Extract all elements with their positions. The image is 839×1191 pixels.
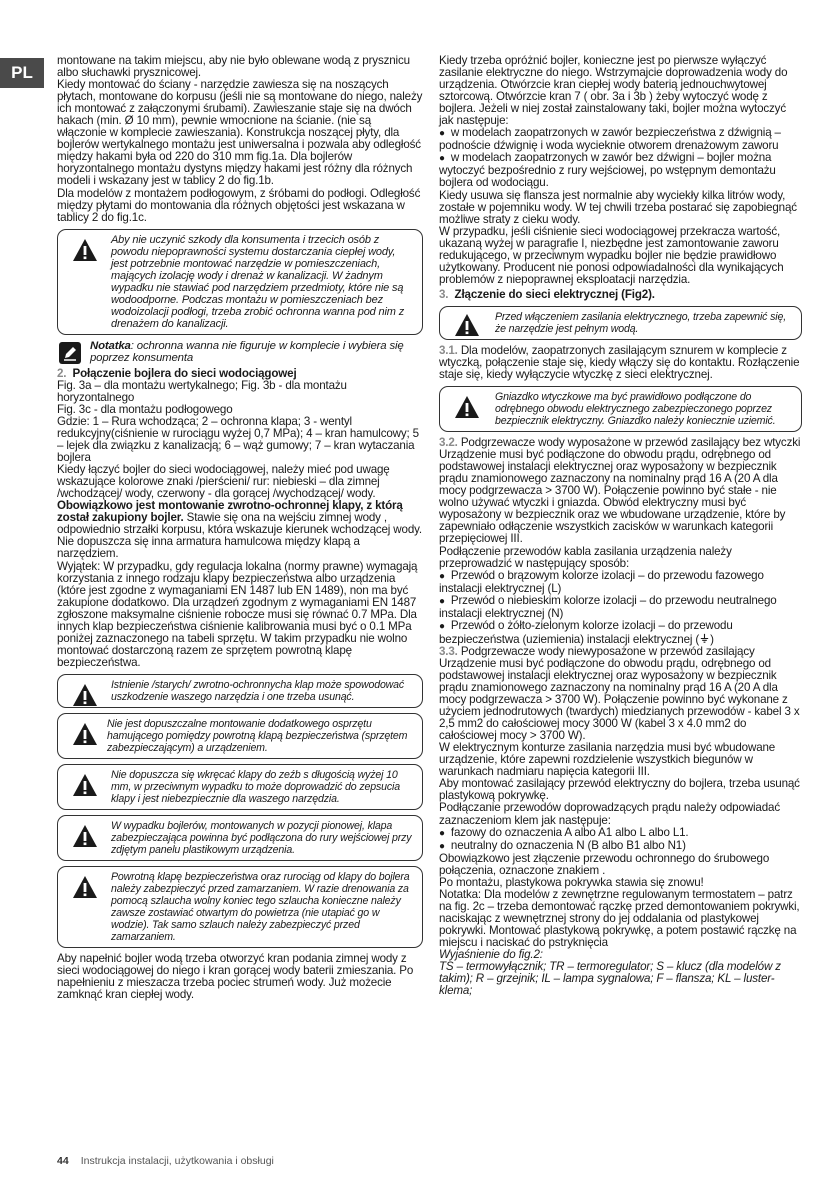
warning-box [57,674,423,708]
note-body: : ochronna wanna nie figuruje w komplecie i wybiera się poprzez konsumenta [90,339,404,364]
paragraph: Aby napełnić bojler wodą trzeba otworzyć kran podania zimnej wody z sieci wodociągowej do niego i kran gorącej wody baterii zmieszania. Po napełnieniu z mieszacza trzeba pociec strumeń wody. Już możecie zamknąć kran ciepłej wody. [57,951,414,1002]
paragraph: Podłączenie przewodów kabla zasilania urządzenia należy przeprowadzić w następujący sposób: [439,544,732,570]
subsection-number: 3.3. [439,644,458,658]
paragraph: Obowiązkowo jest złączenie przewodu ochronnego do śrubowego połączenia, oznaczone znakiem . [439,851,770,877]
warning-text: Powrotną klapę bezpieczeństwa oraz rurociąg od klapy do bojlera należy zabezpieczyć przed zamarzaniem. W razie drenowania za pomocą szlaucha wolny koniec tego szlaucha konieczne należy zawsze zostawiać otwartym do powietrza (nie utapiać go w wodzie). Tak samo szlauch należy zabezpieczyć przed zamarzaniem. [111,870,410,943]
warning-box [57,229,423,335]
warning-text: Przed włączeniem zasilania elektrycznego, trzeba zapewnić się, że narzędzie jest pełnym wodą. [495,310,786,335]
subsection-number: 3.2. [439,436,458,450]
bullet-item: ● w modelach zaopatrzonych w zawór bezpieczeństwa z dźwignią – podnoście dźwignię i woda wycieknie otworem drenażowym zaworu [439,127,802,152]
bullet-text: Przewód o żółto-zielonym kolorze izolacji – do przewodu bezpieczeństwa (uziemienia) instalacji elektrycznej ( [439,618,733,646]
language-tab: PL [0,58,44,88]
section-heading [57,368,423,380]
bullet-item: ● Przewód o niebieskim kolorze izolacji – do przewodu neutralnego instalacji elektrycznej (N) [439,595,802,620]
paragraph: Dla modelów z montażem podłogowym, z śróbami do podłogi. Odległość między płytami do montowania dla różnych objętości jest wskazana w tablicy 2 do fig.1c. [57,186,421,224]
warning-text: Istnienie /starych/ zwrotno-ochronnycha klap może spowodować uszkodzenie waszego narzędzia i one trzeba usunąć. [111,678,405,703]
ground-icon [699,633,710,644]
warning-icon [72,875,98,899]
paragraph: Kiedy usuwa się flansza jest normalnie aby wyciekły kilka litrów wody, zostałe w pojemniku wody. W tej chwili trzeba postarać się zapobiegnąć możliwe straty z cieku wody. [439,188,797,226]
bullet-item: ● Przewód o brązowym kolorze izolacji – do przewodu fazowego instalacji elektrycznej (L) [439,570,802,595]
warning-icon [72,722,98,746]
paragraph: Wyjątek: W przypadku, gdy regulacja lokalna (normy prawne) wymagają korzystania z innego rodzaju klapy bezpieczeństwa albo urządzenia (które jest zgodne z wymaganiami EN 1487 lub EN 1489), non ma być zakupione dodatkowo. Dla urządzeń zgodnym z wymaganiami EN 1487 zgłoszone maksymalne ciśnienie robocze musi się równać 0.7 MPa. Dla innych klap bezpieczeństwa ciśnienie kalibrowania musi być o 0.1 MPa poniżej zaznaczonego na tabeli sprzętu. W takim przypadku nie wolno montować dostarczoną razem ze sprzętem powrotną klapę bezpieczeństwa. [57,559,418,669]
warning-box [439,306,802,340]
warning-box [439,386,802,432]
paragraph: W elektrycznym konturze zasilania narzędzia musi być wbudowane urządzenie, które zapewni rozdzielenie wszystkich biegunów w warunkach nadmiaru napięcia kategorii III. [439,741,776,779]
paragraph: Wyjaśnienie do fig.2: [439,948,543,962]
paragraph [439,345,802,381]
page-footer [57,1155,274,1167]
warning-text: Aby nie uczynić szkody dla konsumenta i trzecich osób z powodu niepoprawności systemu dostarczania ciepłej wody, jest potrzebnie montować narzędzie w pomieszczeniach, mających izolację wody i drenaż w kanalizacji. W żadnym wypadku nie stawiać pod narzędziem przedmioty, które nie są wodoodporne. Podczas montażu w pomieszczeniach bez wodoizolacji podłogi, trzeba zrobić ochronna wanna pod nim z drenażem do kanalizacji. [111,233,405,330]
paragraph: Po montażu, plastykowa pokrywka stawia się znowu! [439,875,704,889]
bullet-item [439,620,802,646]
pencil-note-icon [59,342,81,364]
paragraph: Kiedy łączyć bojler do sieci wodociągowej, należy mieć pod uwagę wskazujące kolorowe znaki /pierścieni/ rur: niebieski – dla zimnej /wchodzącej/ wody, czerwony - dla gorącej /wychodzącej/ wody. [57,463,390,501]
paragraph: Gdzie: 1 – Rura wchodząca; 2 – ochronna klapa; 3 - wentyl redukcyjny(ciśnienie w rurociągu wyżej 0,7 MPa); 4 – kran hamulcowy; 5 – lejek dla związku z kanalizacją; 6 – wąż gumowy; 7 – kran wytaczania bojlera [57,414,419,465]
note-box [57,340,423,364]
right-column [439,55,802,997]
section-number: 3. [439,287,449,301]
paragraph [57,500,423,560]
paragraph: Podłączanie przewodów doprowadzących prądu należy odpowiadać zaznaczeniom klem jak następuje: [439,801,780,827]
section-heading [439,289,802,301]
paragraph: Kiedy trzeba opróżnić bojler, konieczne jest po pierwsze wyłączyć zasilanie elektryczne do niego. Wstrzymajcie doprowadzenia wody do urządzenia. Otwórzcie kran ciepłej wody baterią jednouchwytowej sztorcową. Otwórzcie kran 7 ( obr. 3a i 3b ) żeby wytoczyć wodę z bojlera. Jeżeli w niej został zainstalowany taki, bojler można wytoczyć jak następuje: [439,54,788,128]
paragraph: TS – termowyłącznik; TR – termoregulator; S – klucz (dla modelów z takim); R – grzejnik; IL – lampa sygnalowa; F – flansza; KL – luster-klema; [439,960,781,998]
page-number: 44 [57,1155,69,1167]
bold-text: Obowiązkowo jest montowanie zwrotno-ochronnej klapy, z którą został zakupiony bojler. [57,499,403,525]
warning-text: Nie jest dopuszczalne montowanie dodatkowego osprzętu hamującego pomiędzy powrotną klapą bezpieczeństwa (sprzętem zabezpieczającym) a urządzeniem. [107,717,408,754]
paragraph: Notatka: Dla modelów z zewnętrzne regulowanym termostatem – patrz na fig. 2c – trzeba demontować rączkę przed demontowaniem pokrywki, naciskając z wewnętrznej strony do jej oddalania od plastykowej pokrywki. Montować plastykową pokrywkę, a potem postawić rączkę na miejscu i naciskać do pstryknięcia [439,887,800,949]
footer-title: Instrukcja instalacji, użytkowania i obsługi [80,1155,274,1167]
warning-icon [454,313,480,337]
paragraph-text: Dla modelów, zaopatrzonych zasilającym sznurem w komplecie z wtyczką, połączenie staje się, kiedy włączy się do kontaktu. Rozłączenie staje się, kiedy wyłączycie wtyczkę z sieci elektrycznej. [439,343,800,382]
paragraph: Aby montować zasilający przewód elektryczny do bojlera, trzeba usunąć plastykową pokrywkę. [439,777,800,803]
warning-box [57,866,423,948]
paragraph: Urządzenie musi być podłączone do obwodu prądu, odrębnego od podstawowej instalacji elektrycznej oraz wyposażony w bezpiecznik prądu znamionowego zaznaczony na nominalny prąd 16 A (20 A dla mocy podgrzewacza > 3700 W). Połączenie powinno być stałe - nie wolno używać wtyczki i gniazda. Obwód elektryczny musi być wyposażony w bezpiecznik oraz we wbudowane urządzenie, które by zapewniało odłączenie wszystkich zacisków w warunkach kategorii przepięciowej III. [439,448,786,546]
warning-text: Nie dopuszcza się wkręcać klapy do zeźb s długością wyżej 10 mm, w przeciwnym wypadku to może doprowadzić do zepsucia klapy i jest niebezpiecznie dla waszego narzędzia. [111,768,400,805]
warning-icon [454,395,480,419]
warning-icon [72,773,98,797]
warning-icon [72,824,98,848]
paragraph: Fig. 3a – dla montażu wertykalnego; Fig. 3b - dla montażu horyzontalnego [57,378,347,404]
note-text [57,340,423,364]
left-column [57,55,423,1001]
warning-icon [72,683,98,707]
section-number: 2. [57,366,67,380]
paragraph: Kiedy montować do ściany - narzędzie zawiesza się na noszących płytach, montowane do korpusu (jeśli nie są montowane do niego, należy ich montować z załączonymi śrubami). Zawieszanie staje się na dwóch hakach (min. Ø 10 mm), pewnie wmocnione na ścianie. (nie są włączonie w komplecie zawieszania). Konstrukcja noszącej płyty, dla bojlerów wertykalnego montażu jest uniwersalna i pozwala aby odległość między hakami była od 220 do 310 mm fig.1a. Dla bojlerów horyzontalnego montażu dystyns między hakami jest różny dla różnych modeli i wskazany jest w tablicy 2 do fig.1b. [57,78,423,188]
paragraph-text: Podgrzewacze wody niewyposażone w przewód zasilający [457,644,755,658]
warning-box [57,713,423,759]
section-title: Złączenie do sieci elektrycznej (Fig2). [454,287,655,301]
warning-box [57,764,423,810]
paragraph-text: Stawie się ona na wejściu zimnej wody , odpowiednio strzałki korpusu, która wskazuje kierunek wchodzącej wody. Nie dopuszcza się inna armatura hamulcowa między klapą a narzędziem. [57,511,422,561]
bullet-item: ● w modelach zaopatrzonych w zawór bez dźwigni – bojler można wytoczyć bezpośrednio z rury wejściowej, po wstępnym demontażu bojlera od wodociągu. [439,152,802,189]
warning-text: Gniazdko wtyczkowe ma być prawidłowo podłączone do odrębnego obwodu elektrycznego zabezpieczonego poprzez bezpiecznik elektryczny. Gniazdko należy koniecznie uziemić. [495,391,776,428]
paragraph-text: Podgrzewacze wody wyposażone w przewód zasilający bez wtyczki [457,436,801,450]
section-title: Połączenie bojlera do sieci wodociągowej [72,366,297,380]
bullet-item: ● neutralny do oznaczenia N (B albo B1 albo N1) [439,840,802,853]
note-label: Notatka [90,339,131,352]
paragraph: montowane na takim miejscu, aby nie było oblewane wodą z prysznicu albo słuchawki prysznicowej. [57,54,410,80]
paragraph: Fig. 3c - dla montażu podłogowego [57,402,233,416]
subsection-number: 3.1. [439,343,458,357]
warning-box [57,815,423,861]
paragraph: W przypadku, jeśli ciśnienie sieci wodociągowej przekracza wartość, ukazaną wyżej w paragrafie I, niezbędne jest zamontowanie zaworu redukującego, w przeciwnym wypadku bojler nie będzie prawidłowo użytkowany. Producent nie ponosi odpowiadalności dla wynikających problemów z niepoprawnej eksploatacji narzędzia. [439,224,784,286]
warning-icon [72,238,98,262]
paragraph: Urządzenie musi być podłączone do obwodu prądu, odrębnego od podstawowej instalacji elektrycznej oraz wyposażony w bezpiecznik prądu znamionowego zaznaczony na nominalny prąd 16 A (20 A dla mocy podgrzewacza > 3700 W). Połączenie powinno być wykonane z użyciem jednodrutowych (twardych) miedzianych przewodów - kabel 3 x 2,5 mm2 do całościowej mocy 3000 W (kabel 3 x 4.0 mm2 do całościowej mocy > 3700 W). [439,656,800,743]
bullet-text-end: ) [710,632,714,646]
warning-text: W wypadku bojlerów, montowanych w pozycji pionowej, klapa zabezpieczająca powinna być podłączona do rury wejściowej przy zdjętym panelu plastikowym urządzenia. [111,819,412,856]
bullet-item: ● fazowy do oznaczenia A albo A1 albo L albo L1. [439,827,802,840]
